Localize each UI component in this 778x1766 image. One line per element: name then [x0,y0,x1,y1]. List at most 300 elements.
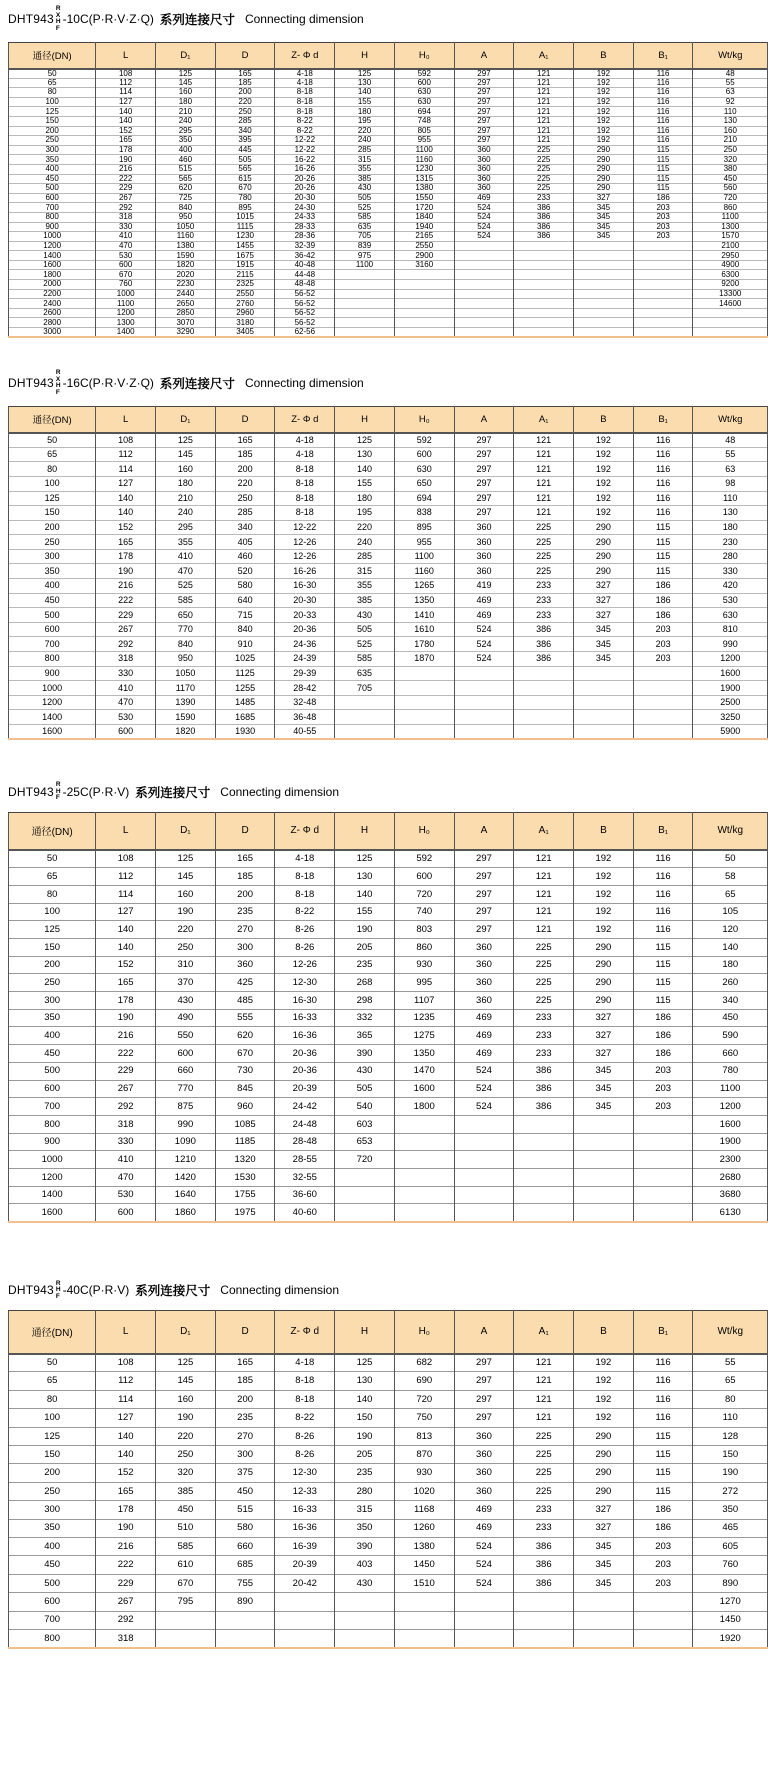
table-cell: 315 [335,155,395,165]
table-cell: 115 [633,549,693,564]
table-cell: 56-52 [275,318,335,328]
table-cell: 730 [215,1062,275,1080]
table-cell: 65 [693,1372,768,1390]
table-cell: 1550 [394,193,454,203]
table-cell: 16-33 [275,1009,335,1027]
table-cell: 203 [633,203,693,213]
table-cell: 250 [9,974,96,992]
table-cell: 330 [96,666,156,681]
table-cell: 140 [335,462,395,477]
table-cell: 360 [215,956,275,974]
table-cell: 115 [633,1445,693,1463]
table-cell: 190 [96,564,156,579]
table-cell: 2850 [156,308,216,318]
table-cell: 1100 [335,260,395,270]
table-cell [574,328,634,338]
table-cell: 115 [633,939,693,957]
table-cell: 192 [574,506,634,521]
table-cell: 192 [574,462,634,477]
table-cell: 600 [9,1080,96,1098]
table-cell: 2165 [394,232,454,242]
table-cell: 610 [156,1556,216,1574]
table-cell: 192 [574,97,634,107]
table-cell: 100 [9,903,96,921]
table-cell: 410 [96,681,156,696]
table-row [9,241,768,251]
table-cell [394,681,454,696]
table-cell: 50 [9,433,96,448]
table-cell [454,1168,514,1186]
table-cell: 48-48 [275,280,335,290]
table-cell: 450 [9,1556,96,1574]
table-cell: 152 [96,126,156,136]
model-variant-stack [56,1281,61,1301]
table-cell [275,1629,335,1647]
table-cell: 360 [454,939,514,957]
column-header: A₁ [514,43,574,69]
table-cell: 116 [633,476,693,491]
table-cell: 530 [693,593,768,608]
table-cell: 770 [156,622,216,637]
table-cell: 450 [156,1501,216,1519]
table-cell [574,241,634,251]
table-cell: 327 [574,579,634,594]
table-row [9,1115,768,1133]
table-cell: 56-52 [275,299,335,309]
model-variant-letter: R [55,781,61,789]
table-cell [514,1611,574,1629]
table-cell [335,280,395,290]
table-cell: 955 [394,535,454,550]
table-cell: 165 [96,1482,156,1500]
series-label-en: Connecting dimension [244,12,364,26]
table-cell: 150 [9,939,96,957]
table-cell [633,289,693,299]
table-cell: 450 [693,174,768,184]
table-cell: 12-30 [275,1464,335,1482]
table-cell: 121 [514,1354,574,1372]
table-cell: 80 [9,885,96,903]
column-header: A₁ [514,407,574,433]
table-cell: 1350 [394,593,454,608]
column-header: L [96,1311,156,1354]
table-cell: 1410 [394,608,454,623]
table-cell: 130 [693,116,768,126]
model-variant-letter: H [55,18,61,25]
table-cell: 115 [633,1464,693,1482]
table-cell: 345 [574,212,634,222]
table-cell: 8-26 [275,921,335,939]
table-cell: 225 [514,1464,574,1482]
table-cell: 1100 [693,1080,768,1098]
table-cell: 530 [96,710,156,725]
table-cell: 240 [156,506,216,521]
table-cell [514,1115,574,1133]
table-cell: 1100 [394,549,454,564]
table-cell: 592 [394,433,454,448]
column-header: Z- Φ d [275,43,335,69]
table-cell: 640 [215,593,275,608]
table-cell [633,710,693,725]
table-cell [633,1151,693,1169]
table-cell: 990 [693,637,768,652]
table-row [9,1133,768,1151]
table-cell: 694 [394,491,454,506]
table-row [9,78,768,88]
table-cell: 20-42 [275,1574,335,1592]
table-cell: 292 [96,203,156,213]
table-row [9,491,768,506]
table-cell [574,280,634,290]
table-cell: 2500 [693,695,768,710]
model-variant-letter: F [55,1292,60,1300]
table-cell [454,328,514,338]
table-cell: 330 [96,222,156,232]
table-cell: 725 [156,193,216,203]
table-cell: 225 [514,564,574,579]
table-cell: 540 [335,1098,395,1116]
table-row [9,145,768,155]
table-cell: 505 [335,622,395,637]
table-cell: 2900 [394,251,454,261]
table-cell: 327 [574,608,634,623]
table-cell: 2400 [9,299,96,309]
table-cell: 115 [633,956,693,974]
table-cell: 585 [335,212,395,222]
table-cell: 115 [633,564,693,579]
table-cell: 225 [514,145,574,155]
column-header: B [574,1311,634,1354]
table-cell: 600 [96,260,156,270]
table-cell: 1720 [394,203,454,213]
table-cell: 121 [514,433,574,448]
table-cell [156,1629,216,1647]
table-cell: 800 [9,652,96,667]
table-cell: 4-18 [275,850,335,868]
table-cell [156,1611,216,1629]
table-cell: 1275 [394,1027,454,1045]
table-cell: 150 [9,506,96,521]
table-cell: 40-48 [275,260,335,270]
table-cell: 1390 [156,695,216,710]
table-cell [454,280,514,290]
table-cell: 1200 [96,308,156,318]
table-cell: 490 [156,1009,216,1027]
table-cell [394,1593,454,1611]
table-cell: 290 [574,520,634,535]
table-cell: 360 [454,1482,514,1500]
table-cell: 24-42 [275,1098,335,1116]
column-header: B₁ [633,43,693,69]
table-row [9,564,768,579]
table-cell: 185 [215,1372,275,1390]
table-cell: 600 [9,193,96,203]
table-cell: 592 [394,69,454,79]
table-cell: 9200 [693,280,768,290]
table-cell: 116 [633,1354,693,1372]
table-cell: 203 [633,1080,693,1098]
table-cell: 4-18 [275,69,335,79]
table-cell: 290 [574,1427,634,1445]
model-code: DHT943 [8,12,54,26]
table-cell: 1200 [693,652,768,667]
table-cell [215,1611,275,1629]
table-cell: 165 [96,974,156,992]
table-cell: 355 [335,164,395,174]
table-cell: 165 [215,850,275,868]
table-cell: 270 [215,1427,275,1445]
table-cell: 1600 [9,1204,96,1222]
table-cell [514,1151,574,1169]
table-cell: 910 [215,637,275,652]
model-variant-letter: F [55,388,60,396]
table-cell: 430 [335,608,395,623]
table-cell: 1160 [394,155,454,165]
table-cell: 1800 [9,270,96,280]
table-cell: 1915 [215,260,275,270]
table-cell: 345 [574,1537,634,1555]
table-cell: 585 [335,652,395,667]
table-cell: 114 [96,885,156,903]
table-cell: 3180 [215,318,275,328]
table-cell: 360 [454,1464,514,1482]
model-variant-letter: X [55,11,61,19]
table-cell: 115 [633,184,693,194]
table-cell [633,299,693,309]
table-cell: 121 [514,126,574,136]
table-cell: 121 [514,868,574,886]
table-cell: 110 [693,1409,768,1427]
table-cell: 405 [215,535,275,550]
table-cell: 8-18 [275,885,335,903]
table-row [9,251,768,261]
table-cell: 220 [156,921,216,939]
table-cell: 297 [454,868,514,886]
table-cell [633,1593,693,1611]
table-cell: 186 [633,1045,693,1063]
table-cell [633,260,693,270]
table-cell: 63 [693,88,768,98]
series-label-cn: 系列连接尺寸 [159,377,235,392]
table-cell: 65 [693,885,768,903]
table-cell: 220 [335,126,395,136]
table-cell: 525 [335,203,395,213]
table-cell: 120 [693,921,768,939]
table-cell: 2440 [156,289,216,299]
table-cell: 225 [514,939,574,957]
table-cell: 145 [156,1372,216,1390]
table-cell: 620 [156,184,216,194]
table-cell: 165 [215,69,275,79]
table-cell: 36-60 [275,1186,335,1204]
table-cell: 145 [156,78,216,88]
column-header: A₁ [514,812,574,850]
table-cell: 327 [574,193,634,203]
table-cell: 8-18 [275,1372,335,1390]
table-cell: 2950 [693,251,768,261]
table-cell: 222 [96,1045,156,1063]
table-cell: 20-39 [275,1556,335,1574]
table-cell: 160 [156,462,216,477]
column-header: Wt/kg [693,1311,768,1354]
table-cell: 8-22 [275,1409,335,1427]
table-cell: 125 [9,491,96,506]
column-header: B [574,407,634,433]
table-cell: 216 [96,1027,156,1045]
table-cell [574,251,634,261]
table-cell: 115 [633,1427,693,1445]
table-cell: 220 [215,476,275,491]
table-cell: 140 [96,506,156,521]
table-cell: 1107 [394,992,454,1010]
table-cell: 930 [394,1464,454,1482]
table-cell [514,695,574,710]
table-cell: 116 [633,1372,693,1390]
table-cell [335,1611,395,1629]
table-cell: 2800 [9,318,96,328]
table-cell: 203 [633,222,693,232]
table-cell: 3680 [693,1186,768,1204]
table-row [9,681,768,696]
table-cell: 740 [394,903,454,921]
table-cell [335,1186,395,1204]
table-cell: 1200 [693,1098,768,1116]
table-cell [514,280,574,290]
table-cell: 285 [335,549,395,564]
table-cell [574,318,634,328]
table-cell: 1420 [156,1168,216,1186]
table-cell: 140 [693,939,768,957]
table-cell: 469 [454,593,514,608]
table-cell: 1025 [215,652,275,667]
connecting-dimension-table-40c [8,1310,768,1649]
table-row [9,1574,768,1592]
table-cell: 125 [156,69,216,79]
table-cell: 190 [156,903,216,921]
table-cell: 297 [454,903,514,921]
table-cell: 1200 [9,695,96,710]
table-cell: 327 [574,1027,634,1045]
column-header: D₁ [156,812,216,850]
table-cell: 524 [454,1574,514,1592]
table-cell: 297 [454,88,514,98]
table-cell: 890 [215,1593,275,1611]
table-cell: 205 [335,1445,395,1463]
table-cell: 295 [156,126,216,136]
table-cell: 20-30 [275,593,335,608]
table-cell: 16-36 [275,1027,335,1045]
table-cell: 297 [454,1409,514,1427]
table-cell: 115 [633,535,693,550]
table-cell: 524 [454,222,514,232]
table-cell: 65 [9,868,96,886]
table-cell: 233 [514,1027,574,1045]
table-cell: 125 [335,69,395,79]
table-cell: 360 [454,184,514,194]
table-cell: 112 [96,78,156,88]
table-cell: 150 [9,116,96,126]
table-cell: 705 [335,681,395,696]
table-cell: 315 [335,1501,395,1519]
column-header: D₁ [156,407,216,433]
table-cell: 524 [454,652,514,667]
series-label-cn: 系列连接尺寸 [159,13,235,27]
table-cell: 1015 [215,212,275,222]
table-cell: 192 [574,1372,634,1390]
table-cell: 4900 [693,260,768,270]
table-cell [454,710,514,725]
table-cell [633,1629,693,1647]
table-cell: 203 [633,652,693,667]
table-cell [514,725,574,740]
table-cell: 145 [156,447,216,462]
pressure-spec: -16C(P·R·V·Z·Q) [62,376,154,391]
table-cell: 285 [335,145,395,155]
column-header: A [454,43,514,69]
table-cell: 24-30 [275,203,335,213]
table-cell: 1200 [9,1168,96,1186]
table-cell: 178 [96,992,156,1010]
table-cell: 178 [96,145,156,155]
table-cell: 345 [574,232,634,242]
table-row [9,1186,768,1204]
table-cell: 121 [514,885,574,903]
table-cell [633,1115,693,1133]
table-cell: 720 [394,885,454,903]
table-cell [574,1593,634,1611]
table-cell: 115 [633,992,693,1010]
table-cell [454,1133,514,1151]
table-row [9,710,768,725]
table-cell [454,289,514,299]
model-variant-stack [56,370,61,396]
table-cell: 345 [574,637,634,652]
table-cell: 813 [394,1427,454,1445]
table-cell: 290 [574,145,634,155]
table-cell: 800 [9,212,96,222]
table-cell: 300 [9,145,96,155]
table-cell: 895 [394,520,454,535]
table-cell: 650 [394,476,454,491]
table-cell: 360 [454,549,514,564]
table-cell: 62-56 [275,328,335,338]
table-cell: 350 [9,564,96,579]
table-row [9,1080,768,1098]
table-cell: 465 [693,1519,768,1537]
column-header: H₀ [394,812,454,850]
column-header: A [454,407,514,433]
table-cell: 375 [215,1464,275,1482]
table-cell: 140 [335,885,395,903]
table-cell: 297 [454,462,514,477]
table-cell: 805 [394,126,454,136]
table-cell: 152 [96,520,156,535]
table-cell: 180 [693,520,768,535]
table-cell: 36-42 [275,251,335,261]
table-cell: 585 [156,1537,216,1555]
table-cell: 140 [96,939,156,957]
table-cell: 268 [335,974,395,992]
table-cell: 116 [633,126,693,136]
table-cell: 450 [9,174,96,184]
table-cell: 56-52 [275,308,335,318]
table-cell: 327 [574,1045,634,1063]
table-cell: 116 [633,850,693,868]
table-cell: 190 [335,921,395,939]
table-cell: 410 [156,549,216,564]
table-cell [574,260,634,270]
table-cell: 600 [96,725,156,740]
